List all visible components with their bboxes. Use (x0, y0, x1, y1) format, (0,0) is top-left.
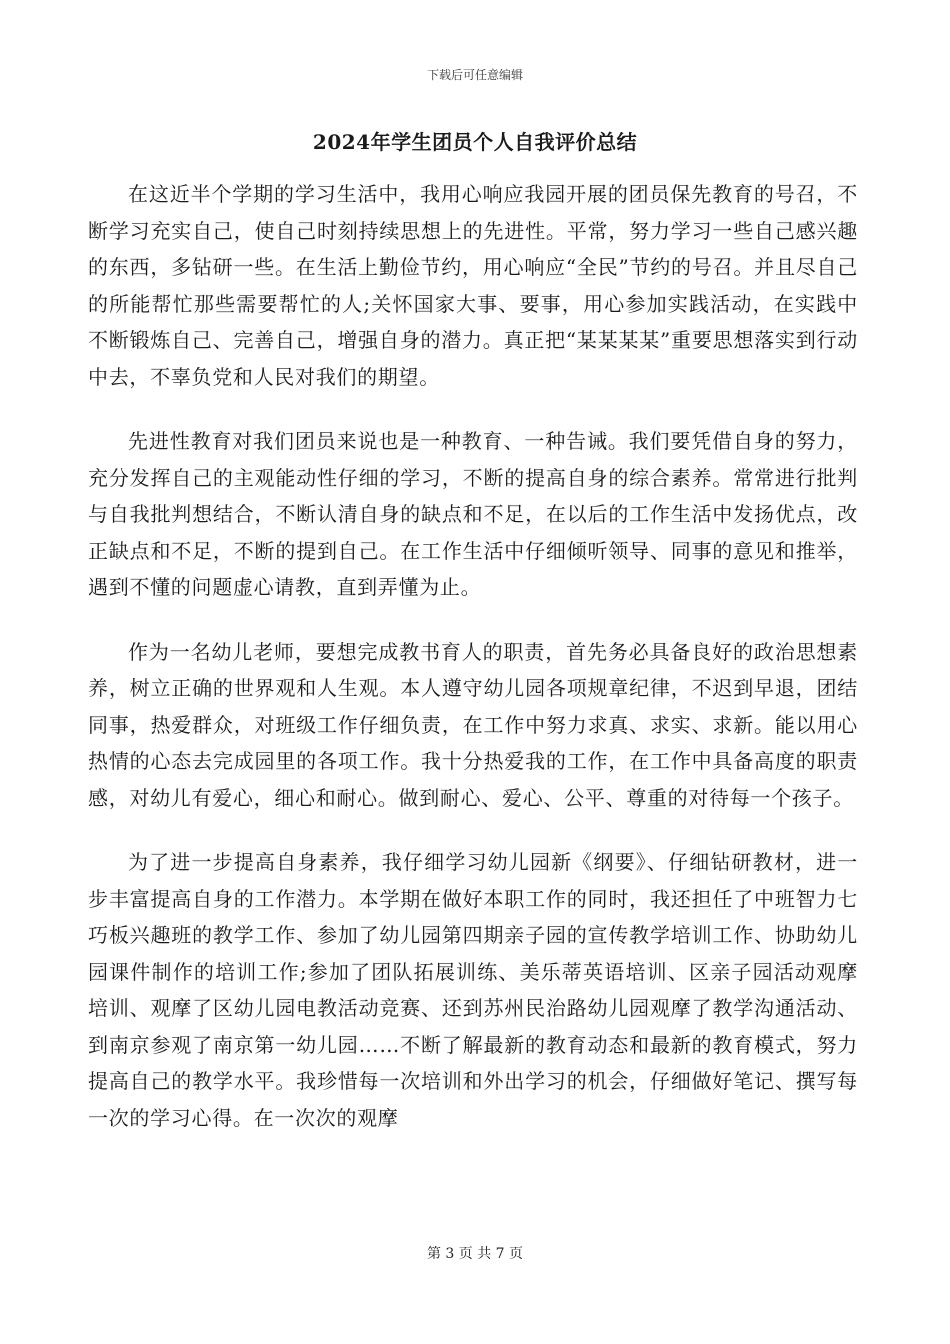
paragraph-4: 为了进一步提高自身素养，我仔细学习幼儿园新《纲要》、仔细钻研教材，进一步丰富提高自身的工作潜力。本学期在做好本职工作的同时，我还担任了中班智力七巧板兴趣班的教学工作、参加了幼儿园第四期亲子园的宣传教学培训工作、协助幼儿园课件制作的培训工作;参加了团队拓展训练、美乐蒂英语培训、区亲子园活动观摩培训、观摩了区幼儿园电教活动竞赛、还到苏州民治路幼儿园观摩了教学沟通活动、到南京参观了南京第一幼儿园……不断了解最新的教育动态和最新的教育模式，努力提高自己的教学水平。我珍惜每一次培训和外出学习的机会，仔细做好笔记、撰写每一次的学习心得。在一次次的观摩 (88, 850, 858, 1130)
paragraph-1: 在这近半个学期的学习生活中，我用心响应我园开展的团员保先教育的号召，不断学习充实自己，使自己时刻持续思想上的先进性。平常，努力学习一些自己感兴趣的东西，多钻研一些。在生活上勤俭节约，用心响应“全民”节约的号召。并且尽自己的所能帮忙那些需要帮忙的人;关怀国家大事、要事，用心参加实践活动，在实践中不断锻炼自己、完善自己，增强自身的潜力。真正把“某某某某”重要思想落实到行动中去，不辜负党和人民对我们的期望。 (88, 182, 858, 389)
document-title: 2024年学生团员个人自我评价总结 (312, 130, 638, 154)
paragraph-3: 作为一名幼儿老师，要想完成教书育人的职责，首先务必具备良好的政治思想素养，树立正确的世界观和人生观。本人遵守幼儿园各项规章纪律，不迟到早退，团结同事，热爱群众，对班级工作仔细负责，在工作中努力求真、求实、求新。能以用心热情的心态去完成园里的各项工作。我十分热爱我的工作，在工作中具备高度的职责感，对幼儿有爱心，细心和耐心。做到耐心、爱心、公平、尊重的对待每一个孩子。 (88, 639, 858, 810)
paragraph-2: 先进性教育对我们团员来说也是一种教育、一种告诫。我们要凭借自身的努力，充分发挥自己的主观能动性仔细的学习，不断的提高自身的综合素养。常常进行批判与自我批判想结合，不断认清自身的缺点和不足，在以后的工作生活中发扬优点，改正缺点和不足，不断的提到自己。在工作生活中仔细倾听领导、同事的意见和推举，遇到不懂的问题虚心请教，直到弄懂为止。 (88, 429, 858, 599)
page-indicator: 第 3 页 共 7 页 (426, 1246, 524, 1262)
header-note: 下载后可任意编辑 (426, 68, 523, 82)
document-body (88, 176, 858, 1164)
